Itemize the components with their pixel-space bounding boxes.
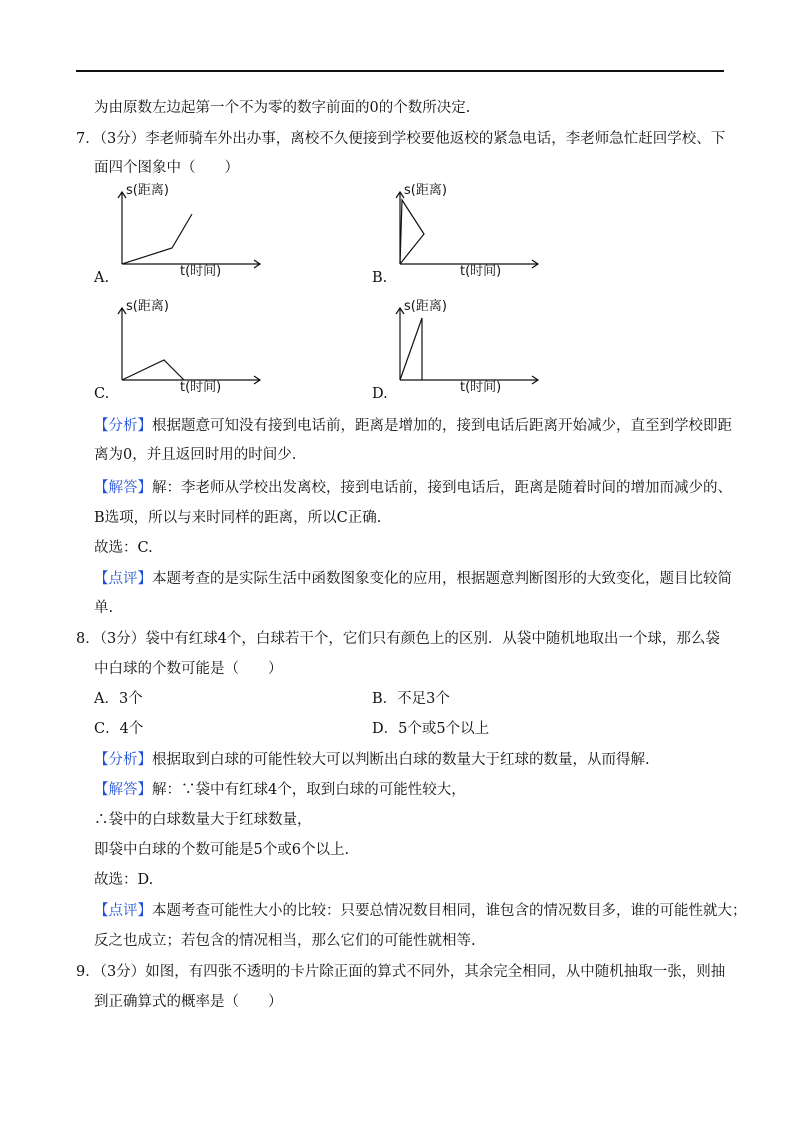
analysis-text: 根据题意可知没有接到电话前，距离是增加的，接到电话后距离开始减少，直至到学校即距 [152,418,732,434]
q7-graph-a [110,180,280,280]
x-axis-label: t(时间) [180,264,222,279]
comment-tag: 【点评】 [94,571,152,587]
q8-option-c: C．4个 [94,721,144,737]
y-axis-label: s(距离) [404,183,447,198]
x-axis-label: t(时间) [460,264,502,279]
answer-text: 解：李老师从学校出发离校，接到电话前，接到电话后，距离是随着时间的增加而减少的、 [152,480,732,496]
y-axis-label: s(距离) [126,183,169,198]
q7-graph-b [388,180,558,280]
analysis-tag: 【分析】 [94,418,152,434]
y-axis-label: s(距离) [404,299,447,314]
q7-graph-c [110,296,280,396]
q8-comment-line2: 反之也成立；若包含的情况相当，那么它们的可能性就相等. [94,933,476,949]
comment-tag: 【点评】 [94,903,152,919]
q7-answer-line1 [94,478,732,498]
q6-tail-text: 为由原数左边起第一个不为零的数字前面的0的个数所决定. [94,100,471,116]
graph-line [122,214,192,264]
q7-comment-line2: 单. [94,600,114,616]
q8-answer-line3: 即袋中白球的个数可能是5个或6个以上. [94,842,350,858]
q7-answer-line2: B选项，所以与来时同样的距离，所以C正确. [94,510,382,526]
q7-stem-line2: 面四个图象中（ ） [94,160,239,176]
q8-stem-line2: 中白球的个数可能是（ ） [94,661,283,677]
q8-option-a: A．3个 [94,691,143,707]
q7-graph-d [388,296,558,396]
q8-comment-line1 [94,901,747,921]
q8-choice: 故选：D. [94,872,154,888]
answer-tag: 【解答】 [94,782,152,798]
graph-line [122,360,184,380]
answer-text: 解：∵袋中有红球4个，取到白球的可能性较大， [152,782,466,798]
q7-option-a-label: A. [94,270,110,286]
q7-analysis-line1 [94,416,732,436]
analysis-tag: 【分析】 [94,752,152,768]
q9-stem-line2: 到正确算式的概率是（ ） [94,994,283,1010]
q8-answer-line1 [94,780,466,800]
graph-line [400,200,424,264]
q7-option-d-label: D. [372,386,388,402]
q9-stem-line1: 9．（3分）如图，有四张不透明的卡片除正面的算式不同外，其余完全相同，从中随机抽取一张，则抽 [76,964,726,980]
answer-tag: 【解答】 [94,480,152,496]
q7-comment-line1 [94,569,732,589]
analysis-text: 根据取到白球的可能性较大可以判断出白球的数量大于红球的数量，从而得解. [152,752,650,768]
q8-analysis-line1 [94,750,650,770]
comment-text: 本题考查的是实际生活中函数图象变化的应用，根据题意判断图形的大致变化，题目比较简 [152,571,732,587]
q7-option-b-label: B. [372,270,388,286]
x-axis-label: t(时间) [180,380,222,395]
comment-text: 本题考查可能性大小的比较：只要总情况数目相同，谁包含的情况数目多，谁的可能性就大； [152,903,747,919]
y-axis-label: s(距离) [126,299,169,314]
q7-option-c-label: C. [94,386,110,402]
q7-choice: 故选：C. [94,540,153,556]
q8-option-b: B．不足3个 [372,691,450,707]
q8-stem-line1: 8．（3分）袋中有红球4个，白球若干个，它们只有颜色上的区别．从袋中随机地取出一个球，那么袋 [76,631,720,647]
graph-line [400,318,422,380]
q7-stem-line1: 7．（3分）李老师骑车外出办事，离校不久便接到学校要他返校的紧急电话，李老师急忙赶回学校、下 [76,131,726,147]
x-axis-label: t(时间) [460,380,502,395]
q8-option-d: D．5个或5个以上 [372,721,490,737]
header-rule [76,70,724,72]
q7-analysis-line2: 离为0，并且返回时用的时间少. [94,447,297,463]
q8-answer-line2: ∴袋中的白球数量大于红球数量， [94,812,312,828]
